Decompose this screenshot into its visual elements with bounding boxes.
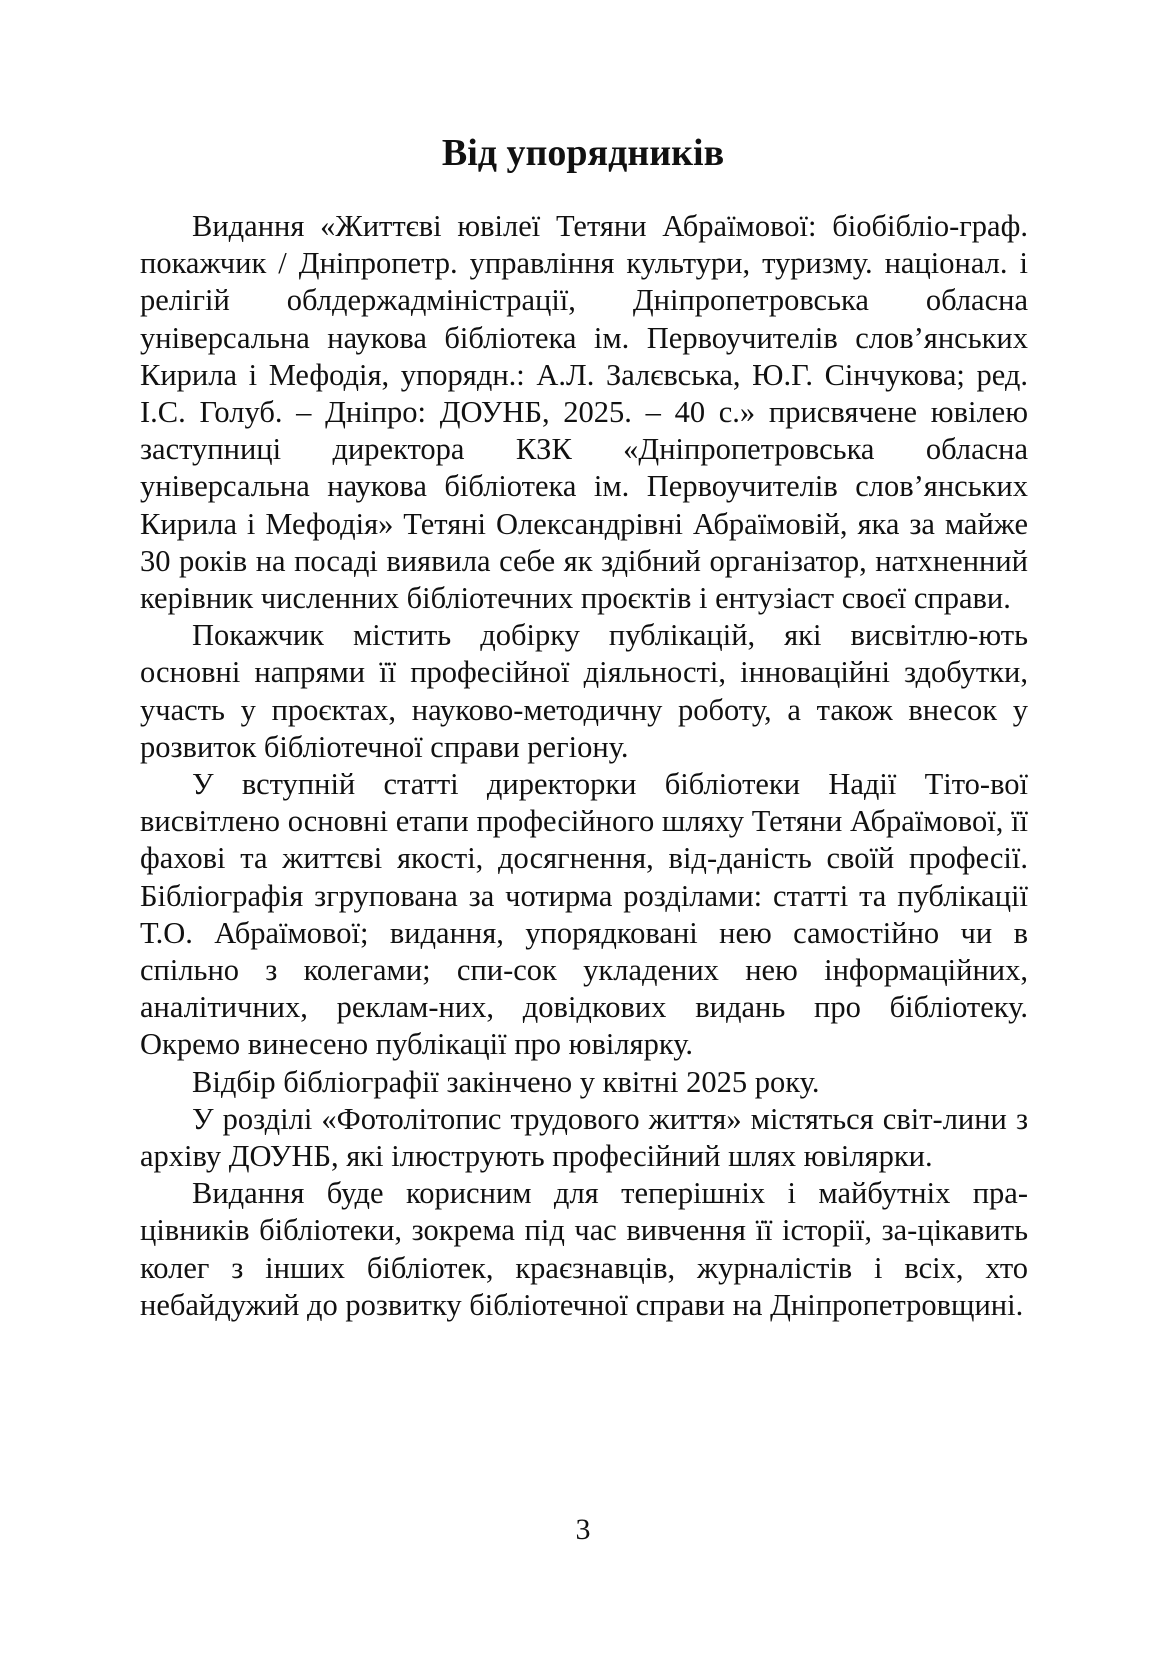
paragraph-usefulness: Видання буде корисним для теперішніх і майбутніх пра-цівників бібліотеки, зокрема під час вивчення її історії, за-цікавить колег з інших бібліотек, краєзнавців, журналістів і всіх, хто небайдужий до розвитку бібліотечної справи на Дніпропетровщині. [140, 1176, 1028, 1322]
paragraph-index-contents: Покажчик містить добірку публікацій, які висвітлю-ють основні напрями її професійної діяльності, інноваційні здобутки, участь у проєктах, науково-методичну роботу, а також внесок у розвиток бібліотечної справи регіону. [140, 618, 1028, 764]
paragraph-selection-date: Відбір бібліографії закінчено у квітні 2025 року. [192, 1064, 820, 1099]
paragraph-introductory-article: У вступній статті директорки бібліотеки Надії Тіто-вої висвітлено основні етапи професійного шляху Тетяни Абраїмової, її фахові та життєві якості, досягнення, від-даність своїй професії. Бібліографія згрупована за чотирма розділами: статті та публікації Т.О. Абраїмової; видання, упорядковані нею самостійно чи в спільно з колегами; спи-сок укладених нею інформаційних, аналітичних, реклам-них, довідкових видань про бібліотеку. Окремо винесено публікації про ювілярку. [140, 767, 1028, 1062]
page-title: Від упорядників [441, 132, 725, 174]
paragraph-photo-chronicle: У розділі «Фотолітопис трудового життя» містяться світ-лини з архіву ДОУНБ, які ілюструють професійний шлях ювілярки. [140, 1101, 1028, 1174]
paragraph-edition-description: Видання «Життєві ювілеї Тетяни Абраїмової: біобібліо-граф. покажчик / Дніпропетр. управління культури, туризму. націонал. і релігій облдержадміністрації, Дніпропетровська обласна універсальна наукова бібліотека ім. Первоучителів слов’янських Кирила і Мефодія, упорядн.: А.Л. Залєвська, Ю.Г. Сінчукова; ред. І.С. Голуб. – Дніпро: ДОУНБ, 2025. – 40 с.» присвячене ювілею заступниці директора КЗК «Дніпропетровська обласна універсальна наукова бібліотека ім. Первоучителів слов’янських Кирила і Мефодія» Тетяні Олександрівні Абраїмовій, яка за майже 30 років на посаді виявила себе як здібний організатор, натхненний керівник численних бібліотечних проєктів і ентузіаст своєї справи. [140, 209, 1028, 616]
page-number: 3 [575, 1513, 591, 1546]
body-text [140, 208, 1028, 1324]
